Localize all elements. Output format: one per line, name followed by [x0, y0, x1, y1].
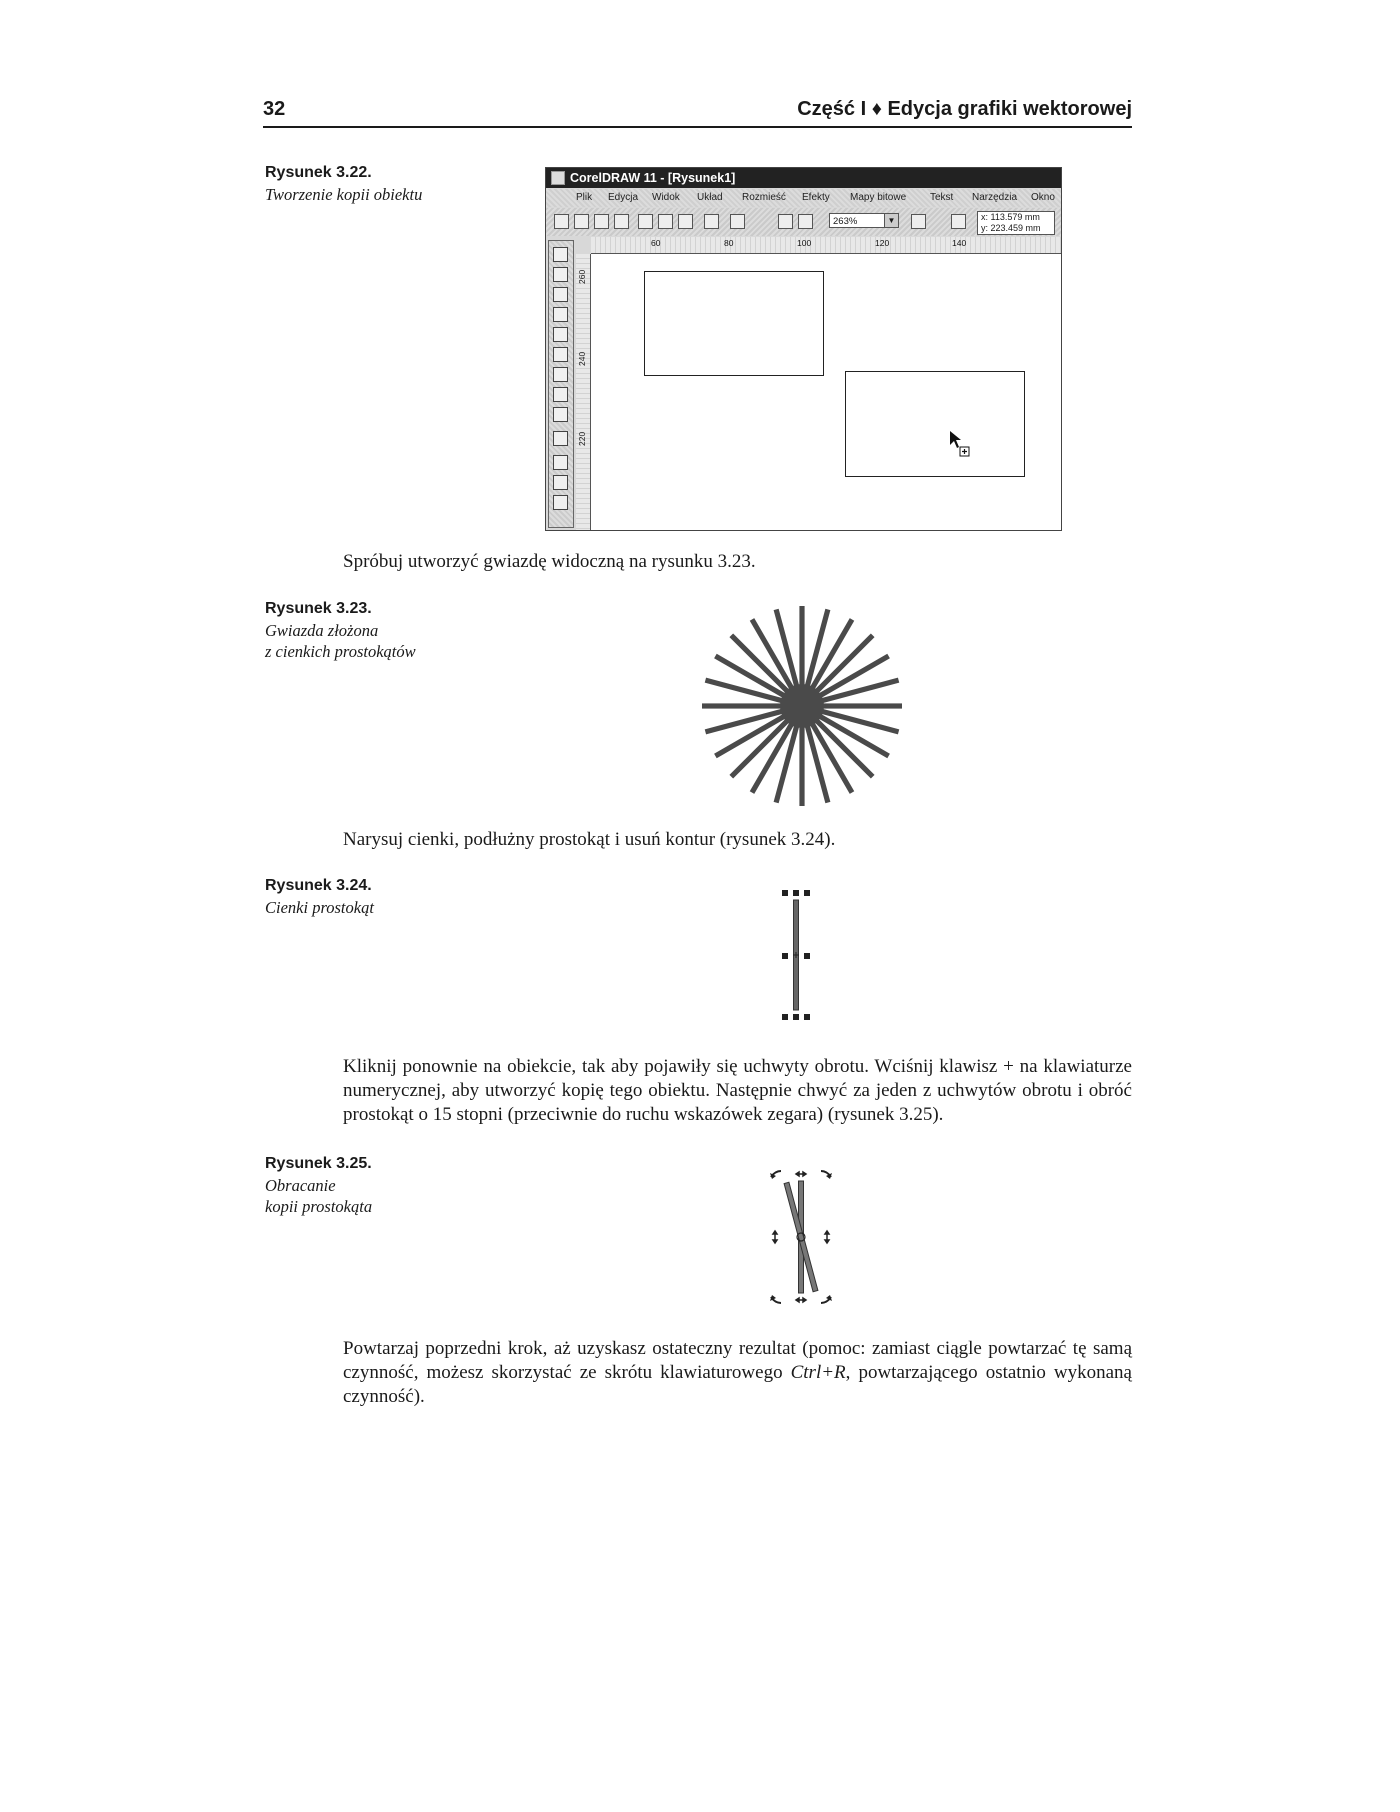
interactive-blend-tool-icon[interactable] — [553, 431, 568, 446]
copy-cursor-icon — [948, 430, 972, 458]
redo-icon[interactable] — [730, 214, 745, 229]
hruler-label: 100 — [797, 238, 812, 248]
open-icon[interactable] — [574, 214, 589, 229]
new-doc-icon[interactable] — [554, 214, 569, 229]
drawing-canvas[interactable] — [591, 254, 1061, 530]
eyedropper-tool-icon[interactable] — [553, 455, 568, 470]
export-icon[interactable] — [798, 214, 813, 229]
rotated-copy-figure — [765, 1167, 837, 1307]
menu-bar — [546, 189, 1061, 207]
horizontal-ruler — [591, 237, 1061, 254]
original-rectangle[interactable] — [644, 271, 824, 376]
rectangle-tool-icon[interactable] — [553, 327, 568, 342]
menu-item-edycja[interactable]: Edycja — [608, 192, 639, 203]
cut-icon[interactable] — [638, 214, 653, 229]
vertical-ruler — [576, 254, 591, 530]
coord-y: y: 223.459 mm — [981, 223, 1041, 233]
text-tool-icon[interactable] — [553, 407, 568, 422]
chevron-down-icon[interactable]: ▼ — [884, 214, 898, 227]
keyboard-shortcut: Ctrl+R — [790, 1362, 846, 1383]
thin-rectangle-figure — [782, 890, 812, 1022]
coreldraw-screenshot — [545, 167, 1062, 531]
star-center — [780, 684, 824, 728]
figure-desc-3-24: Cienki prostokąt — [265, 898, 374, 917]
figure-desc-3-22: Tworzenie kopii obiektu — [265, 185, 423, 204]
menu-item-mapy-bitowe[interactable]: Mapy bitowe — [850, 192, 907, 203]
figure-label-3-24: Rysunek 3.24. — [265, 877, 372, 894]
import-icon[interactable] — [778, 214, 793, 229]
copied-rectangle[interactable] — [845, 371, 1025, 477]
hruler-label: 60 — [651, 238, 661, 248]
paste-icon[interactable] — [678, 214, 693, 229]
figure-label-3-25: Rysunek 3.25. — [265, 1155, 372, 1172]
app-icon — [551, 171, 565, 185]
paragraph-4-text-a: Powtarzaj poprzedni krok, aż uzyskasz ostateczny rezultat (pomoc: zamiast ciągle powtarzać tę samą czynność, możesz skorzystać ze skrótu klawiaturowego — [343, 1338, 1132, 1383]
menu-item-narzedzia[interactable]: Narzędzia — [972, 192, 1018, 203]
shape-tool-icon[interactable] — [553, 267, 568, 282]
menu-item-rozmiesc[interactable]: Rozmieść — [742, 192, 786, 203]
vruler-label: 240 — [577, 351, 587, 366]
header-rule — [263, 126, 1132, 128]
outline-tool-icon[interactable] — [553, 475, 568, 490]
copy-icon[interactable] — [658, 214, 673, 229]
paragraph-2: Narysuj cienki, podłużny prostokąt i usuń kontur (rysunek 3.24). — [343, 829, 836, 850]
print-icon[interactable] — [614, 214, 629, 229]
menu-item-tekst[interactable]: Tekst — [930, 192, 954, 203]
running-header: Część I ♦ Edycja grafiki wektorowej — [797, 98, 1132, 120]
vruler-label: 220 — [577, 431, 587, 446]
menu-item-uklad[interactable]: Układ — [697, 192, 723, 203]
hruler-label: 140 — [952, 238, 967, 248]
zoom-value: 263% — [833, 216, 858, 227]
basic-shapes-tool-icon[interactable] — [553, 387, 568, 402]
star-figure — [700, 604, 904, 808]
options-icon[interactable] — [951, 214, 966, 229]
polygon-tool-icon[interactable] — [553, 367, 568, 382]
paragraph-3: Kliknij ponownie na obiekcie, tak aby pojawiły się uchwyty obrotu. Wciśnij klawisz + na klawiaturze numerycznej, aby utworzyć kopię tego obiektu. Następnie chwyć za jeden z uchwytów obrotu i obróć prostokąt o 15 stopni (przeciwnie do ruchu wskazówek zegara) (rysunek 3.25). — [343, 1056, 1132, 1125]
coordinates-readout — [977, 211, 1055, 235]
menu-item-widok[interactable]: Widok — [652, 192, 680, 203]
hruler-label: 120 — [875, 238, 890, 248]
toolbox — [548, 240, 574, 528]
menu-item-okno[interactable]: Okno — [1031, 192, 1055, 203]
figure-label-3-23: Rysunek 3.23. — [265, 600, 372, 617]
window-titlebar — [546, 168, 1061, 188]
window-title: CorelDRAW 11 - [Rysunek1] — [570, 171, 736, 185]
coord-x: x: 113.579 mm — [981, 212, 1040, 222]
figure-label-3-22: Rysunek 3.22. — [265, 164, 372, 181]
menu-item-efekty[interactable]: Efekty — [802, 192, 830, 203]
zoom-select[interactable] — [829, 213, 899, 228]
freehand-tool-icon[interactable] — [553, 307, 568, 322]
ellipse-tool-icon[interactable] — [553, 347, 568, 362]
pick-tool-icon[interactable] — [553, 247, 568, 262]
figure-desc-3-23-line2: z cienkich prostokątów — [265, 642, 416, 661]
vruler-label: 260 — [577, 269, 587, 284]
paragraph-4 — [343, 1337, 1132, 1409]
undo-icon[interactable] — [704, 214, 719, 229]
menu-item-plik[interactable]: Plik — [576, 192, 593, 203]
zoom-tool-icon[interactable] — [553, 287, 568, 302]
figure-desc-3-25-line2: kopii prostokąta — [265, 1197, 373, 1216]
paragraph-1: Spróbuj utworzyć gwiazdę widoczną na rysunku 3.23. — [343, 551, 756, 572]
snap-icon[interactable] — [911, 214, 926, 229]
paragraph-4-text-b: , powtarzającego ostatnio wykonaną czynność). — [343, 1362, 1132, 1407]
fill-tool-icon[interactable] — [553, 495, 568, 510]
hruler-label: 80 — [724, 238, 734, 248]
figure-desc-3-25-line1: Obracanie — [265, 1176, 336, 1195]
standard-toolbar — [546, 208, 1061, 236]
figure-desc-3-23-line1: Gwiazda złożona — [265, 621, 379, 640]
page-number: 32 — [263, 98, 286, 120]
save-icon[interactable] — [594, 214, 609, 229]
